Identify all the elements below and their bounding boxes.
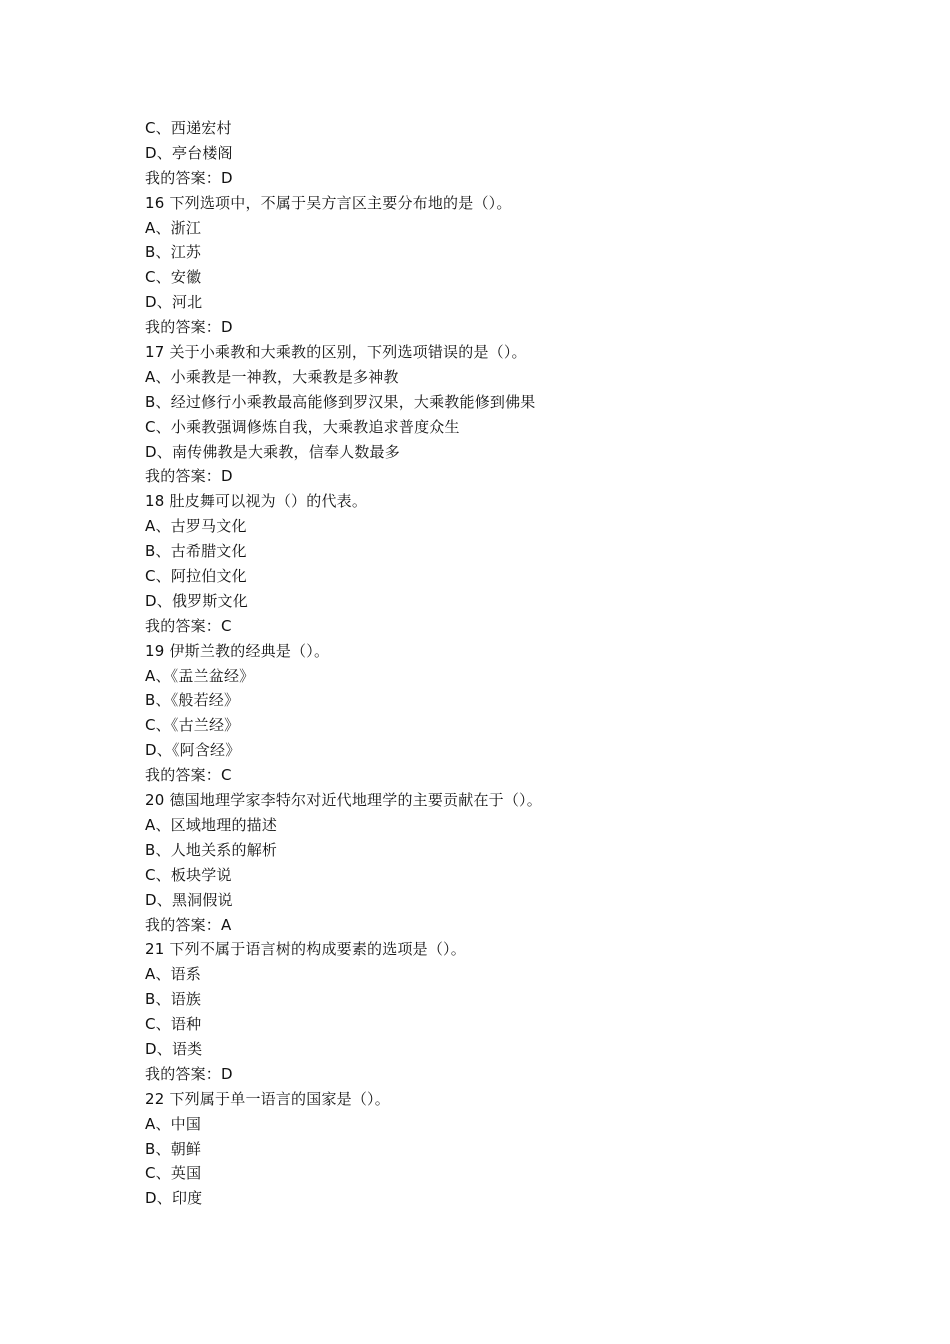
option-b: B、古希腊文化 [145, 542, 247, 561]
question-17: 17 关于小乘教和大乘教的区别，下列选项错误的是（）。 [145, 343, 527, 362]
option-c: C、小乘教强调修炼自我，大乘教追求普度众生 [145, 417, 460, 436]
option-a: A、中国 [145, 1114, 202, 1133]
question-list [145, 116, 845, 1211]
question-18: 18 肚皮舞可以视为（）的代表。 [145, 492, 368, 511]
question-20: 20 德国地理学家李特尔对近代地理学的主要贡献在于（）。 [145, 791, 542, 810]
option-c: C、英国 [145, 1164, 202, 1183]
option-c: C、板块学说 [145, 865, 232, 884]
my-answer: 我的答案：D [145, 467, 233, 486]
option-a: A、语系 [145, 965, 202, 984]
option-a: A、小乘教是一神教，大乘教是多神教 [145, 367, 399, 386]
my-answer: 我的答案：C [145, 616, 232, 635]
option-c: C、安徽 [145, 268, 202, 287]
option-b: B、人地关系的解析 [145, 840, 278, 859]
option-b: B、朝鲜 [145, 1139, 202, 1158]
option-a: A、浙江 [145, 218, 202, 237]
option-c: C、阿拉伯文化 [145, 567, 247, 586]
option-b: B、语族 [145, 990, 202, 1009]
option-d: D、河北 [145, 293, 203, 312]
my-answer: 我的答案：C [145, 766, 232, 785]
my-answer: 我的答案：D [145, 1064, 233, 1083]
option-b: B、江苏 [145, 243, 202, 262]
option-d: D、南传佛教是大乘教，信奉人数最多 [145, 442, 400, 461]
option-d: D、亭台楼阁 [145, 143, 233, 162]
option-b: B、《般若经》 [145, 691, 240, 710]
option-d: D、《阿含经》 [145, 741, 241, 760]
option-c: C、语种 [145, 1015, 202, 1034]
option-d: D、俄罗斯文化 [145, 591, 248, 610]
option-d: D、印度 [145, 1189, 203, 1208]
question-21: 21 下列不属于语言树的构成要素的选项是（）。 [145, 940, 466, 959]
my-answer: 我的答案：A [145, 915, 232, 934]
option-a: A、古罗马文化 [145, 517, 247, 536]
question-19: 19 伊斯兰教的经典是（）。 [145, 641, 330, 660]
question-22: 22 下列属于单一语言的国家是（）。 [145, 1089, 390, 1108]
option-a: A、《盂兰盆经》 [145, 666, 255, 685]
option-a: A、区域地理的描述 [145, 815, 278, 834]
option-c: C、西递宏村 [145, 119, 232, 137]
question-16: 16 下列选项中，不属于吴方言区主要分布地的是（）。 [145, 193, 512, 212]
option-c: C、《古兰经》 [145, 716, 240, 735]
my-answer: 我的答案：D [145, 168, 233, 187]
option-b: B、经过修行小乘教最高能修到罗汉果，大乘教能修到佛果 [145, 392, 536, 411]
option-d: D、黑洞假说 [145, 890, 233, 909]
my-answer: 我的答案：D [145, 318, 233, 337]
option-d: D、语类 [145, 1039, 203, 1058]
